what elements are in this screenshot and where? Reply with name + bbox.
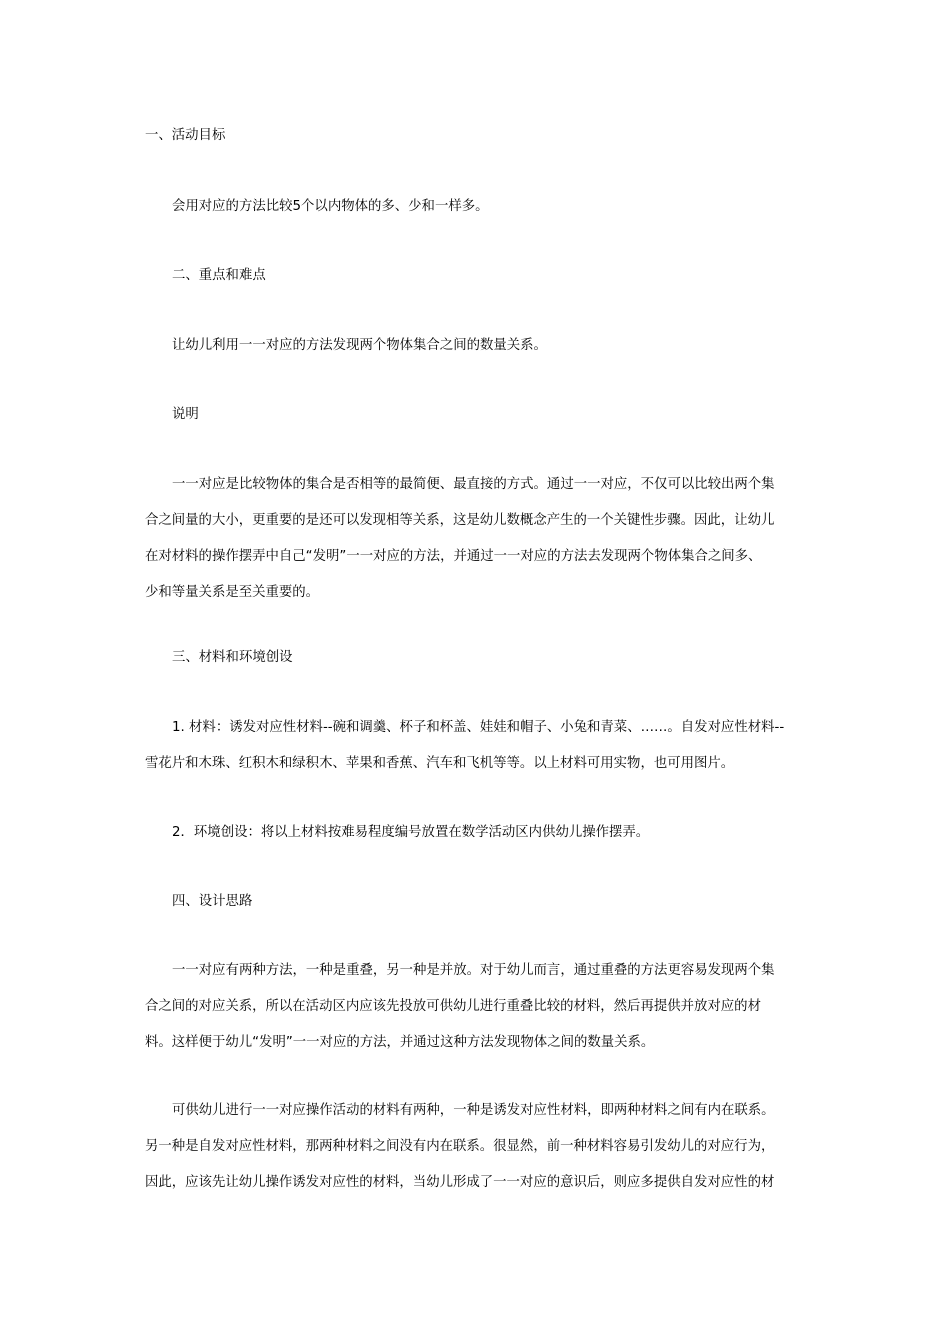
paragraph-materials-types: 可供幼儿进行一一对应操作活动的材料有两种，一种是诱发对应性材料，即两种材料之间有内在联系。 另一种是自发对应性材料，那两种材料之间没有内在联系。很显然，前一种材料容易引发幼儿的对应行为， 因此，应该先让幼儿操作诱发对应性的材料，当幼儿形成了一一对应的意识后，则应多提供自发对应性的材 bbox=[145, 1103, 775, 1190]
paragraph-goal: 会用对应的方法比较5个以内物体的多、少和一样多。 bbox=[172, 199, 489, 214]
heading-activity-goals: 一、活动目标 bbox=[145, 128, 226, 143]
paragraph-materials: 1. 材料：诱发对应性材料--碗和调羹、杯子和杯盖、娃娃和帽子、小兔和青菜、……。自发对应性材料-- 雪花片和木珠、红积木和绿积木、苹果和香蕉、汽车和飞机等等。以上材料可用实物，也可用图片。 bbox=[145, 720, 785, 771]
heading-design-idea: 四、设计思路 bbox=[172, 894, 253, 909]
heading-materials: 三、材料和环境创设 bbox=[172, 650, 293, 665]
paragraph-design-idea: 一一对应有两种方法，一种是重叠，另一种是并放。对于幼儿而言，通过重叠的方法更容易发现两个集 合之间的对应关系，所以在活动区内应该先投放可供幼儿进行重叠比较的材料，然后再提供并放对应的材 料。这样便于幼儿“发明”一一对应的方法，并通过这种方法发现物体之间的数量关系。 bbox=[145, 963, 775, 1050]
paragraph-explanation: 一一对应是比较物体的集合是否相等的最简便、最直接的方式。通过一一对应，不仅可以比较出两个集 合之间量的大小，更重要的是还可以发现相等关系，这是幼儿数概念产生的一个关键性步骤。因此，让幼儿 在对材料的操作摆弄中自己“发明”一一对应的方法，并通过一一对应的方法去发现两个物体集合之间多、 少和等量关系是至关重要的。 bbox=[145, 477, 775, 600]
heading-key-points: 二、重点和难点 bbox=[172, 268, 266, 283]
heading-explanation: 说明 bbox=[172, 407, 199, 422]
paragraph-key-points: 让幼儿利用一一对应的方法发现两个物体集合之间的数量关系。 bbox=[172, 338, 547, 353]
paragraph-environment: 2．环境创设：将以上材料按难易程度编号放置在数学活动区内供幼儿操作摆弄。 bbox=[172, 825, 650, 840]
